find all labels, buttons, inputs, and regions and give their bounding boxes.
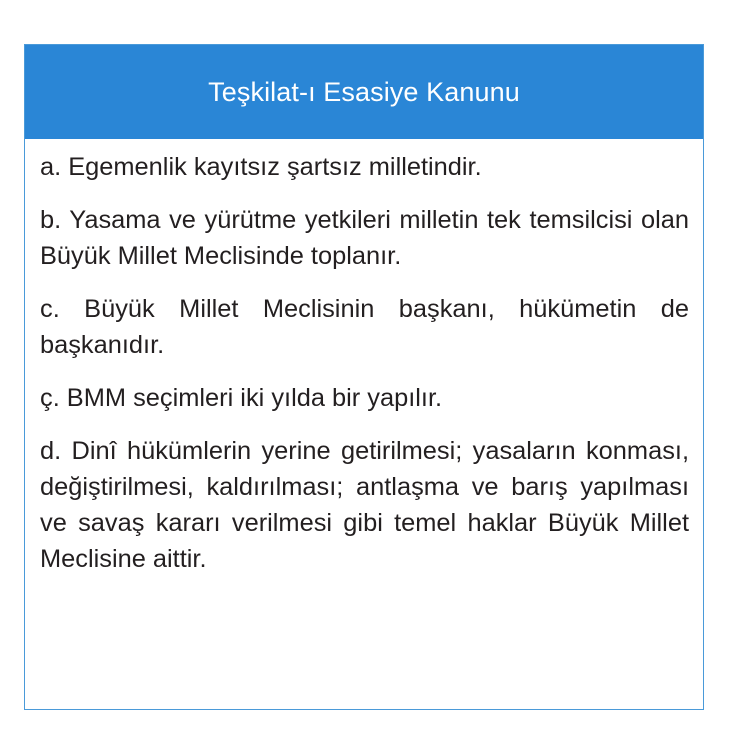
article-item-c-cedilla: ç. BMM seçimleri iki yılda bir yapılır. xyxy=(40,384,443,412)
article-item-d: d. Dinî hükümlerin yerine getirilmesi; yasaların konması, değiştirilmesi, kaldırılması; antlaşma ve barış yapılması ve savaş kararı verilmesi gibi temel haklar Büyük Millet Meclisine aittir. xyxy=(40,437,689,573)
info-box xyxy=(24,44,704,710)
article-item-a: a. Egemenlik kayıtsız şartsız milletindir. xyxy=(40,153,482,181)
article-item-c: c. Büyük Millet Meclisinin başkanı, hükümetin de başkanıdır. xyxy=(40,295,689,359)
info-box-title: Teşkilat-ı Esasiye Kanunu xyxy=(208,76,520,107)
info-box-header xyxy=(25,45,703,139)
article-item-b: b. Yasama ve yürütme yetkileri milletin tek temsilcisi olan Büyük Millet Meclisinde toplanır. xyxy=(40,206,689,270)
article-list xyxy=(25,139,703,577)
